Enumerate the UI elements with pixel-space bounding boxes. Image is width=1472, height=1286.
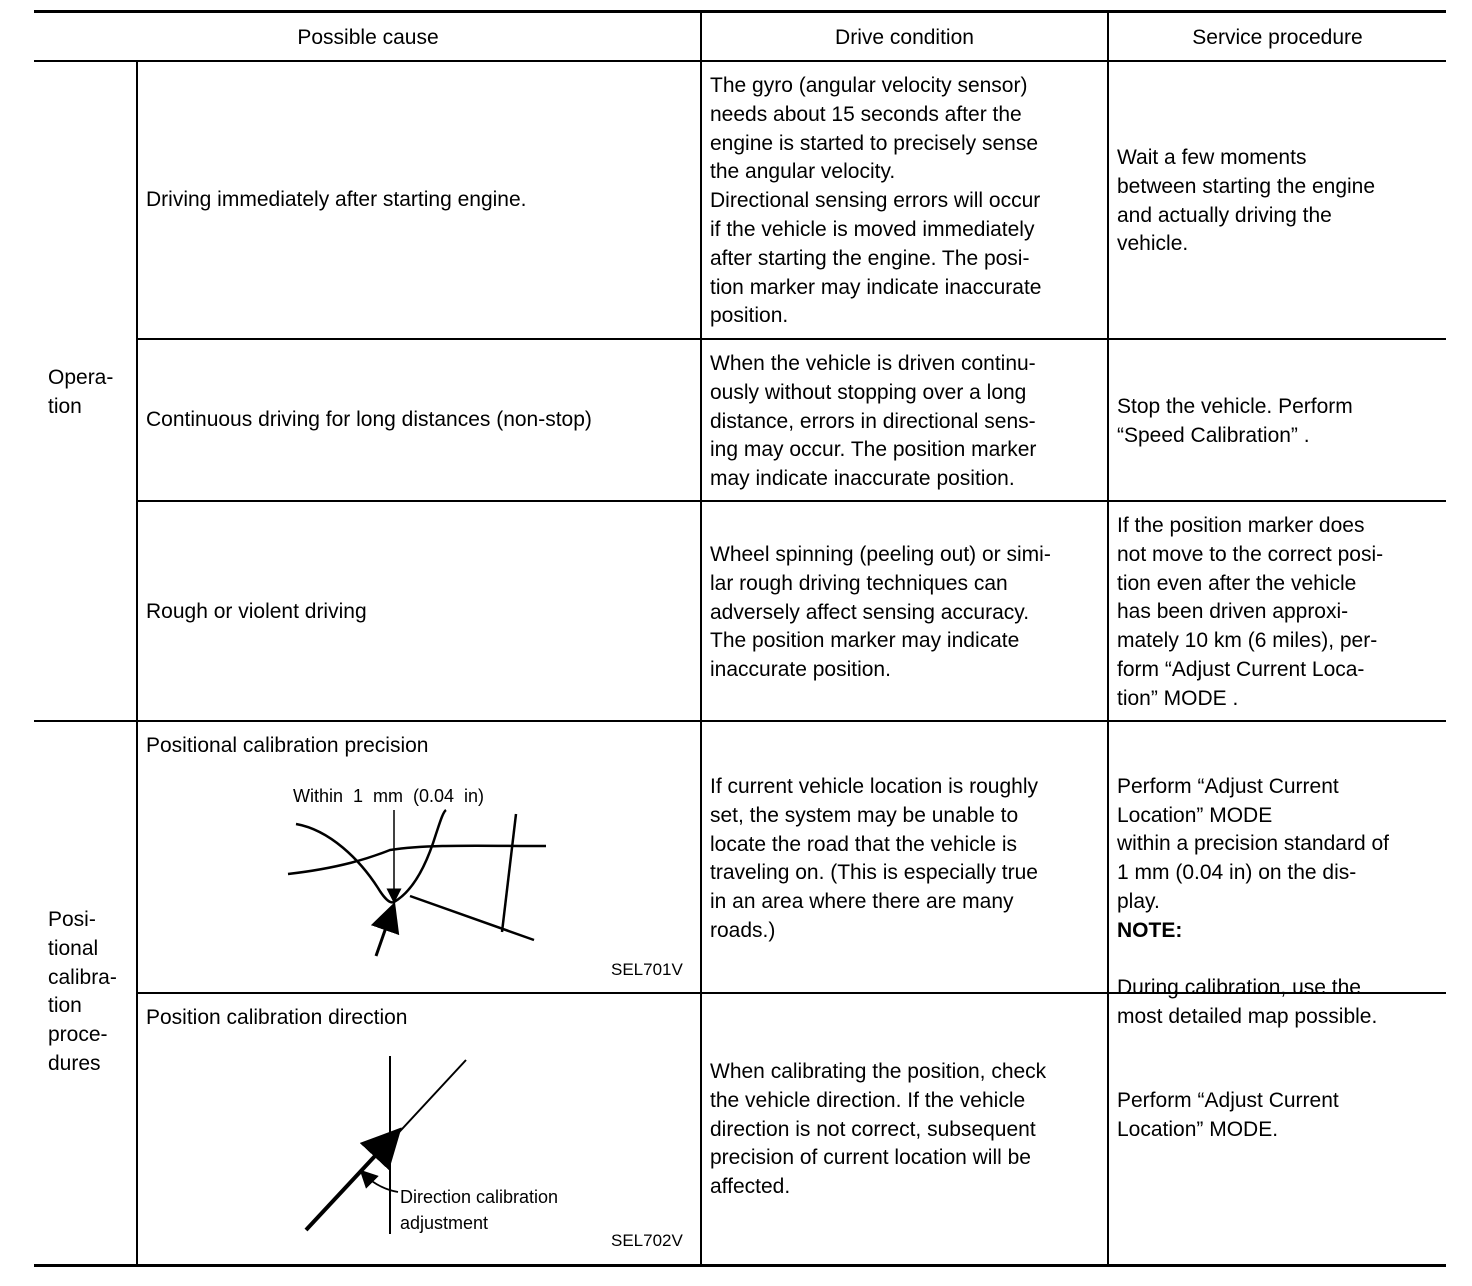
row-5-condition: When calibrating the position, check the vehicle direction. If the vehicle direction is not correct, subsequent precision of current location will be affected. — [710, 1060, 1047, 1199]
row-4-procedure-text: Perform “Adjust Current Location” MODE within a precision standard of 1 mm (0.04 in) on the dis- play. — [1117, 774, 1389, 913]
road-horizontal-line — [288, 846, 546, 874]
figure-2-caption: Direction calibration adjustment — [400, 1187, 559, 1233]
positional-precision-diagram — [280, 800, 560, 960]
figure-1-caption: Within 1 mm (0.04 in) — [293, 786, 485, 806]
road-vertical-line — [502, 814, 516, 932]
row-4-procedure — [1117, 744, 1389, 1032]
row-4-note-label: NOTE: — [1117, 918, 1183, 942]
table-top-rule — [34, 10, 1446, 13]
row-divider-2 — [136, 500, 1446, 502]
row-divider-1 — [136, 338, 1446, 340]
row-5-procedure: Perform “Adjust Current Location” MODE. — [1117, 1089, 1339, 1141]
group-column-divider — [136, 60, 138, 1265]
condition-column-divider — [1107, 12, 1109, 1265]
row-1-procedure: Wait a few moments between starting the engine and actually driving the vehicle. — [1117, 146, 1376, 256]
vehicle-direction-arrow-icon — [306, 1142, 388, 1230]
row-5-cause: Position calibration direction — [146, 1006, 408, 1029]
cause-column-divider — [700, 12, 702, 1265]
table-bottom-rule — [34, 1264, 1446, 1267]
row-2-condition: When the vehicle is driven continu- ously without stopping over a long distance, errors in directional sens- ing may occur. The position marker may indicate inaccurate position. — [710, 352, 1037, 491]
row-1-cause: Driving immediately after starting engine. — [146, 188, 527, 211]
header-bottom-rule — [34, 60, 1446, 62]
row-2-cause: Continuous driving for long distances (non-stop) — [146, 408, 592, 431]
row-4-note-text: During calibration, use the most detailed map possible. — [1117, 976, 1378, 1029]
row-3-condition: Wheel spinning (peeling out) or simi- lar rough driving techniques can adversely affect sensing accuracy. The position marker may indicate inaccurate position. — [710, 543, 1051, 682]
adjustment-curve-arrow — [366, 1176, 398, 1192]
header-service-procedure: Service procedure — [1192, 26, 1363, 49]
group-label-operation: Opera- tion — [48, 366, 114, 418]
header-drive-condition: Drive condition — [835, 26, 974, 49]
vehicle-arrow-icon — [376, 916, 390, 956]
row-2-procedure: Stop the vehicle. Perform “Speed Calibration” . — [1117, 395, 1353, 447]
road-curved-up-line — [394, 810, 446, 902]
row-4-cause: Positional calibration precision — [146, 734, 429, 757]
diagonal-road-line — [390, 1060, 466, 1142]
header-possible-cause: Possible cause — [297, 26, 439, 49]
figure-1-code: SEL701V — [611, 960, 683, 979]
group-label-positional-calibration: Posi- tional calibra- tion proce- dures — [48, 908, 117, 1075]
row-3-cause: Rough or violent driving — [146, 600, 367, 623]
figure-2-code: SEL702V — [611, 1231, 683, 1250]
road-lower-line — [410, 896, 534, 940]
row-4-condition: If current vehicle location is roughly set, the system may be unable to locate the road that the vehicle is traveling on. (This is especially true in an area where there are many roads.) — [710, 775, 1038, 942]
row-3-procedure: If the position marker does not move to the correct posi- tion even after the vehicle has been driven approxi- mately 10 km (6 miles), per- form “Adjust Current Loca- tion” MODE . — [1117, 514, 1384, 710]
row-1-condition: The gyro (angular velocity sensor) needs about 15 seconds after the engine is started to precisely sense the angular velocity. Directional sensing errors will occur if the vehicle is moved immediately after starting the engine. The posi- tion marker may indicate inaccurate position. — [710, 74, 1042, 328]
group-divider — [34, 720, 1446, 722]
